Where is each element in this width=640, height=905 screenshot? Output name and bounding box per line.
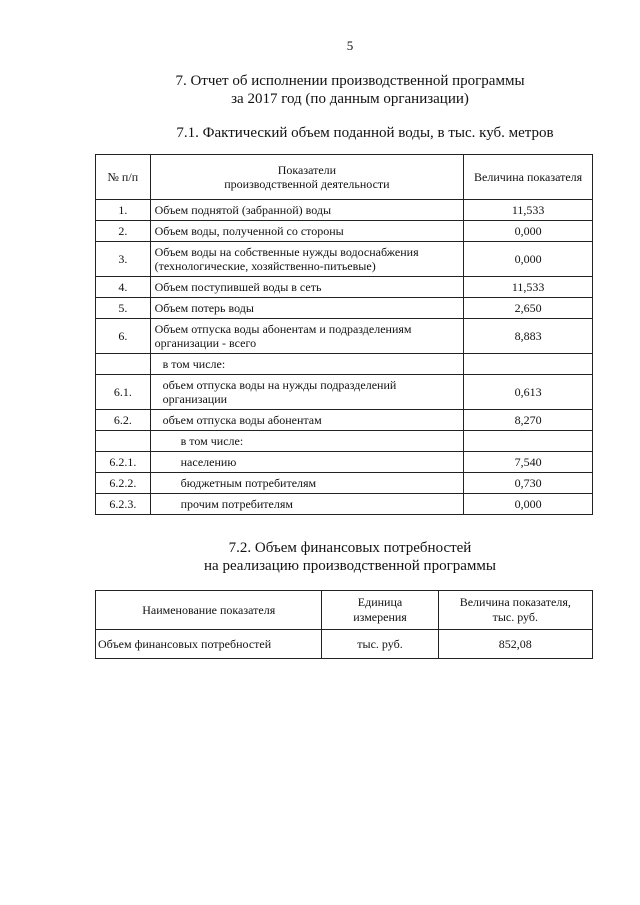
row-value: 8,270: [464, 410, 593, 431]
row-value: 0,000: [464, 494, 593, 515]
table-header-row: [96, 591, 593, 630]
header-value-line2: тыс. руб.: [492, 610, 538, 624]
table-row: [96, 494, 593, 515]
row-value: 0,000: [464, 242, 593, 277]
row-value: [464, 354, 593, 375]
row-value: 11,533: [464, 200, 593, 221]
table-row: [96, 431, 593, 452]
row-name: населению: [150, 452, 464, 473]
table-row: [96, 473, 593, 494]
row-name: объем отпуска воды абонентам: [150, 410, 464, 431]
row-num: 6.: [96, 319, 151, 354]
row-name: в том числе:: [150, 431, 464, 452]
row-name: Объем поднятой (забранной) воды: [150, 200, 464, 221]
table-row: [96, 277, 593, 298]
row-value: 0,613: [464, 375, 593, 410]
table-row: [96, 221, 593, 242]
header-unit-line2: измерения: [353, 610, 407, 624]
row-num: 6.2.3.: [96, 494, 151, 515]
row-name: в том числе:: [150, 354, 464, 375]
header-indicator: [150, 155, 464, 200]
row-num: [96, 354, 151, 375]
section-7-2-title-line2: на реализацию производственной программы: [204, 558, 496, 574]
row-num: 6.2.1.: [96, 452, 151, 473]
row-num: [96, 431, 151, 452]
table-row: [96, 354, 593, 375]
row-value: 0,000: [464, 221, 593, 242]
row-value: 852,08: [438, 630, 592, 659]
row-num: 4.: [96, 277, 151, 298]
section-7-1-title: 7.1. Фактический объем поданной воды, в тыс. куб. метров: [176, 125, 554, 141]
section-7-2-title-line1: 7.2. Объем финансовых потребностей: [228, 540, 472, 556]
page-number: 5: [346, 38, 354, 53]
row-num: 6.2.: [96, 410, 151, 431]
table-row: [96, 452, 593, 473]
row-name: Объем финансовых потребностей: [96, 630, 322, 659]
section-7-title-line1: 7. Отчет об исполнении производственной программы: [175, 73, 525, 89]
header-value-line1: Величина показателя,: [459, 595, 571, 609]
row-name: Объем воды, полученной со стороны: [150, 221, 464, 242]
table-row: [96, 319, 593, 354]
row-num: 6.1.: [96, 375, 151, 410]
table-row: [96, 298, 593, 319]
header-value: [438, 591, 592, 630]
row-value: 2,650: [464, 298, 593, 319]
section-7-title-line2: за 2017 год (по данным организации): [231, 91, 469, 107]
row-value: [464, 431, 593, 452]
row-name: Объем воды на собственные нужды водоснабжения (технологические, хозяйственно-питьевые): [150, 242, 464, 277]
row-num: 5.: [96, 298, 151, 319]
row-num: 1.: [96, 200, 151, 221]
financial-needs-table: [95, 590, 593, 659]
header-indicator-line1: Показатели: [277, 163, 337, 177]
header-num: № п/п: [96, 155, 151, 200]
row-num: 2.: [96, 221, 151, 242]
row-name: бюджетным потребителям: [150, 473, 464, 494]
table-row: [96, 630, 593, 659]
row-name: прочим потребителям: [150, 494, 464, 515]
row-value: 11,533: [464, 277, 593, 298]
header-name: Наименование показателя: [96, 591, 322, 630]
table-row: [96, 410, 593, 431]
row-name: Объем поступившей воды в сеть: [150, 277, 464, 298]
row-value: 7,540: [464, 452, 593, 473]
header-value: Величина показателя: [464, 155, 593, 200]
row-num: 6.2.2.: [96, 473, 151, 494]
row-name: объем отпуска воды на нужды подразделений организации: [150, 375, 464, 410]
row-num: 3.: [96, 242, 151, 277]
table-row: [96, 375, 593, 410]
header-unit: [322, 591, 438, 630]
header-indicator-line2: производственной деятельности: [224, 177, 390, 191]
row-name: Объем отпуска воды абонентам и подразделениям организации - всего: [150, 319, 464, 354]
water-volume-table: [95, 154, 593, 515]
header-unit-line1: Единица: [357, 595, 403, 609]
row-value: 0,730: [464, 473, 593, 494]
table-row: [96, 200, 593, 221]
row-value: 8,883: [464, 319, 593, 354]
table-row: [96, 242, 593, 277]
row-name: Объем потерь воды: [150, 298, 464, 319]
table-header-row: [96, 155, 593, 200]
row-unit: тыс. руб.: [322, 630, 438, 659]
